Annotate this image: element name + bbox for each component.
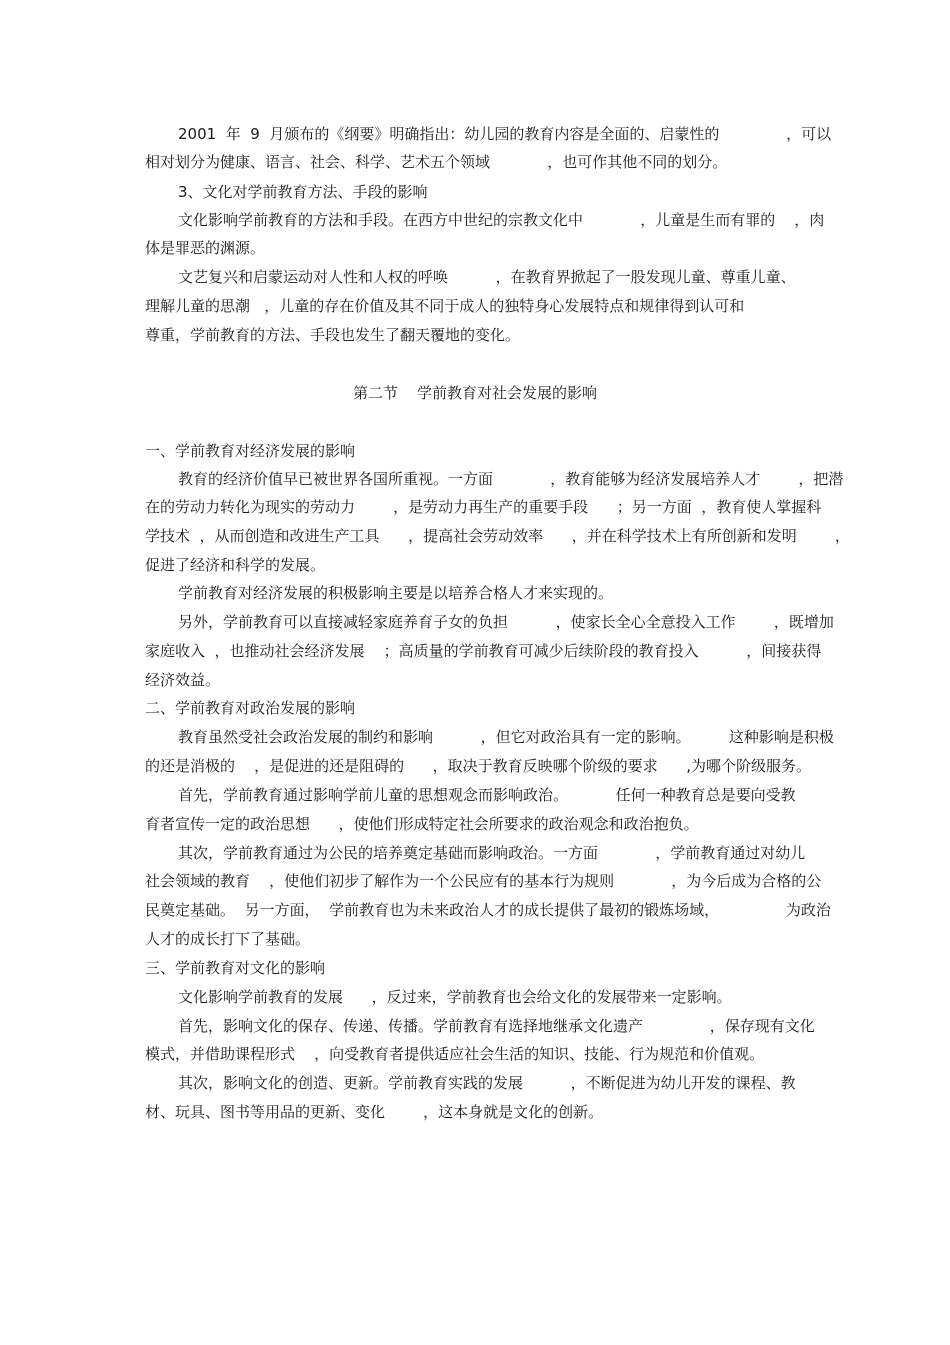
paragraph-line: 其次，学前教育通过为公民的培养奠定基础而影响政治。一方面 ，学前教育通过对幼儿 <box>178 844 806 862</box>
paragraph-line: 相对划分为健康、语言、社会、科学、艺术五个领域 ，也可作其他不同的划分。 <box>145 153 728 171</box>
paragraph-line: 教育虽然受社会政治发展的制约和影响 ，但它对政治具有一定的影响。 这种影响是积极 <box>178 728 834 746</box>
paragraph-line: 理解儿童的思潮 ，儿童的存在价值及其不同于成人的独特身心发展特点和规律得到认可和 <box>145 297 745 315</box>
paragraph-line: 首先，学前教育通过影响学前儿童的思想观念而影响政治。 任何一种教育总是要向受教 <box>178 786 796 804</box>
paragraph-line: 首先，影响文化的保存、传递、传播。学前教育有选择地继承文化遗产 ，保存现有文化 <box>178 1017 815 1035</box>
paragraph-line: 经济效益。 <box>145 671 221 689</box>
section-heading: 三、学前教育对文化的影响 <box>145 959 326 977</box>
section-heading: 二、学前教育对政治发展的影响 <box>145 699 356 717</box>
paragraph-line: 文艺复兴和启蒙运动对人性和人权的呼唤 ，在教育界掀起了一股发现儿童、尊重儿童、 <box>178 268 796 286</box>
section-heading: 一、学前教育对经济发展的影响 <box>145 442 356 460</box>
paragraph-line: 在的劳动力转化为现实的劳动力 ，是劳动力再生产的重要手段 ；另一方面 ，教育使人掌握科 <box>145 498 822 516</box>
paragraph-line: 文化影响学前教育的方法和手段。在西方中世纪的宗教文化中 ，儿童是生而有罪的 ，肉 <box>178 211 825 229</box>
section-title: 第二节 学前教育对社会发展的影响 <box>352 384 598 402</box>
paragraph-line: 2001 年 9 月颁布的《纲要》明确指出：幼儿园的教育内容是全面的、启蒙性的 ，可以 <box>178 125 832 143</box>
subsection-heading: 3、文化对学前教育方法、手段的影响 <box>178 183 428 201</box>
paragraph-line: 育者宣传一定的政治思想 ，使他们形成特定社会所要求的政治观念和政治抱负。 <box>145 815 699 833</box>
paragraph-line: 文化影响学前教育的发展 ，反过来，学前教育也会给文化的发展带来一定影响。 <box>178 988 732 1006</box>
paragraph-line: 模式，并借助课程形式 ，向受教育者提供适应社会生活的知识、技能、行为规范和价值观。 <box>145 1045 765 1063</box>
paragraph-line: 另外，学前教育可以直接减轻家庭养育子女的负担 ，使家长全心全意投入工作 ，既增加 <box>178 613 834 631</box>
paragraph-line: 学前教育对经济发展的积极影响主要是以培养合格人才来实现的。 <box>178 584 614 602</box>
paragraph-line: 尊重，学前教育的方法、手段也发生了翻天覆地的变化。 <box>145 326 521 344</box>
paragraph-line: 学技术 ，从而创造和改进生产工具 ，提高社会劳动效率 ，并在科学技术上有所创新和发明 ， <box>145 527 850 545</box>
paragraph-line: 家庭收入 ，也推动社会经济发展 ；高质量的学前教育可减少后续阶段的教育投入 ，间接获得 <box>145 642 822 660</box>
paragraph-line: 的还是消极的 ，是促进的还是阻碍的 ，取决于教育反映哪个阶级的要求 ,为哪个阶级服务。 <box>145 757 812 775</box>
paragraph-line: 民奠定基础。 另一方面， 学前教育也为未来政治人才的成长提供了最初的锻炼场域， 为政治 <box>145 901 831 919</box>
paragraph-line: 教育的经济价值早已被世界各国所重视。一方面 ，教育能够为经济发展培养人才 ，把潜 <box>178 470 844 488</box>
paragraph-line: 材、玩具、图书等用品的更新、变化 ，这本身就是文化的创新。 <box>145 1103 604 1121</box>
paragraph-line: 体是罪恶的渊源。 <box>145 239 266 257</box>
paragraph-line: 其次，影响文化的创造、更新。学前教育实践的发展 ，不断促进为幼儿开发的课程、教 <box>178 1074 796 1092</box>
paragraph-line: 人才的成长打下了基础。 <box>145 930 311 948</box>
paragraph-line: 促进了经济和科学的发展。 <box>145 556 326 574</box>
paragraph-line: 社会领域的教育 ，使他们初步了解作为一个公民应有的基本行为规则 ，为今后成为合格的公 <box>145 872 822 890</box>
